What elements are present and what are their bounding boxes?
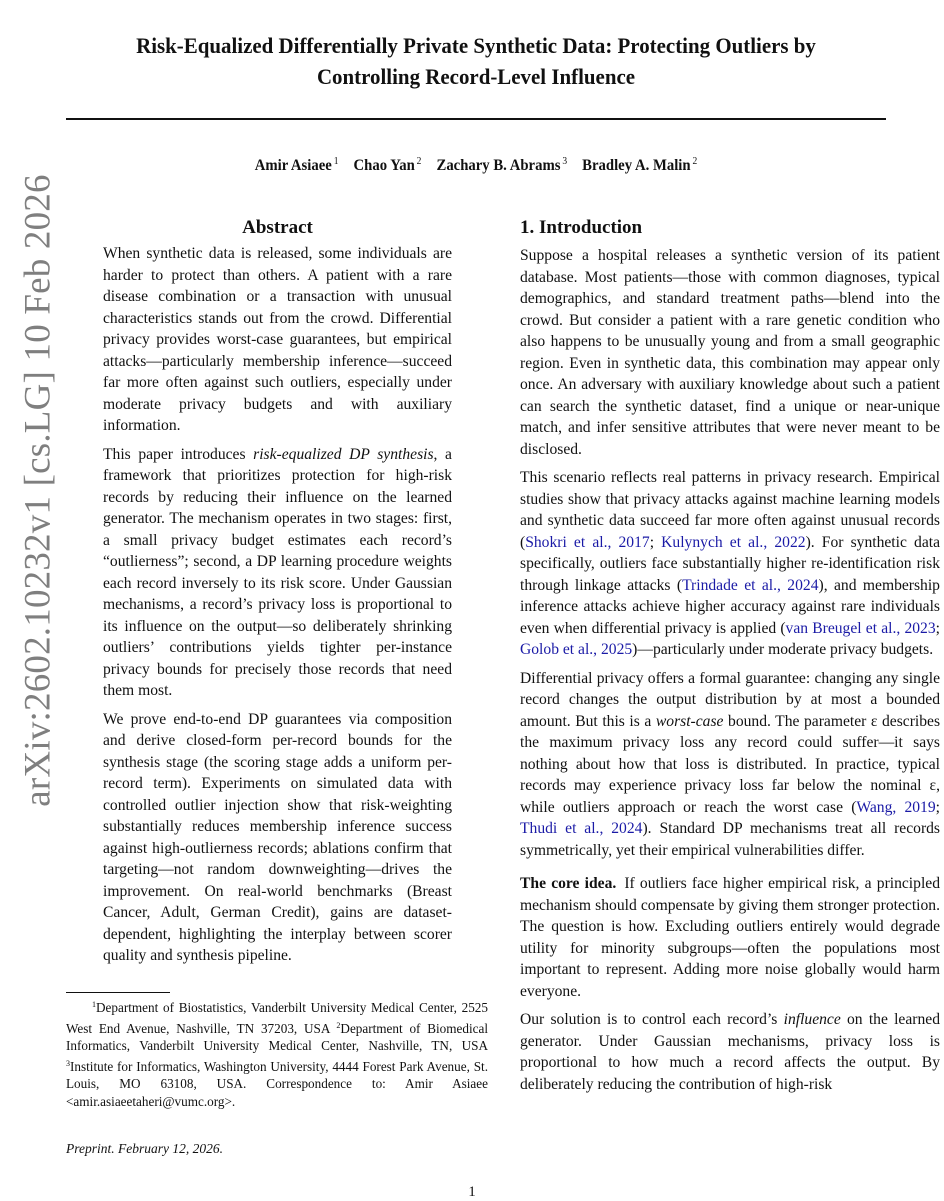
arxiv-identifier-stamp (8, 173, 68, 807)
affiliations-footnote: $^1$Department of Biostatistics, Vanderbilt University Medical Center, 2525 West End Avenue, Nashville, TN 37203, USA $^2$Department of Biomedical Informatics, Vanderbilt University Medical Center, Nashville, TN, USA $^3$Institute for Informatics, Washington University, 4444 Forest Park Avenue, St. Louis, MO 63108, USA. Correspondence to: Amir Asiaee <amir.asiaeetaheri@vumc.org>. (66, 1000, 488, 1109)
paper-title-block (66, 30, 886, 92)
abstract-paragraph-1: When synthetic data is released, some individuals are harder to protect than others. A patient with a rare disease combination or a transaction with unusual characteristics stands out from the crowd. Differential privacy provides worst-case guarantees, but empirical attacks—particularly membership inference—succeed far more often against such outliers, especially under moderate privacy budgets and with auxiliary information. (103, 245, 452, 434)
author: Amir Asiaee $^1$ (254, 156, 339, 174)
author: Chao Yan $^2$ (353, 156, 422, 174)
title-rule (66, 118, 886, 120)
left-column (103, 216, 452, 974)
affiliation-marker: 3 (562, 156, 568, 167)
author: Zachary B. Abrams $^3$ (436, 156, 568, 174)
abstract-heading: Abstract (242, 217, 313, 238)
citation-link[interactable]: van Breugel et al., 2023 (785, 619, 936, 637)
citation-link[interactable]: Shokri et al., 2017 (525, 533, 650, 551)
emphasis-term: worst-case (655, 712, 724, 730)
emphasis-term: risk-equalized DP synthesis (253, 445, 434, 463)
citation-link[interactable]: Trindade et al., 2024 (682, 576, 819, 594)
abstract-paragraph-2: This paper introduces risk-equalized DP synthesis, a framework that prioritizes protection for high-risk records by reducing their influence on the learned generator. The mechanism operates in two stages: first, a small privacy budget estimates each record’s “outlierness”; second, a DP learning procedure weights each record inversely to its risk score. Under Gaussian mechanisms, a record’s privacy loss is proportional to its influence on the output—so deliberately shrinking outliers’ contributions yields tighter per-instance privacy bounds for precisely those records that need them most. (103, 445, 452, 699)
citation-link[interactable]: Golob et al., 2025 (520, 641, 633, 658)
intro-paragraph-2: This scenario reflects real patterns in privacy research. Empirical studies show that privacy attacks against machine learning models and synthetic data succeed far more often against unusual records (Shokri et al., 2017; Kulynych et al., 2022). For synthetic data specifically, outliers face substantially higher re-identification risk through linkage attacks (Trindade et al., 2024), and membership inference attacks achieve higher accuracy against rare individuals even when differential privacy is applied (van Breugel et al., 2023; Golob et al., 2025)—particularly under moderate privacy budgets. (520, 469, 940, 658)
affiliation-marker: 1 (333, 156, 339, 167)
citation-link[interactable]: Kulynych et al., 2022 (661, 533, 806, 551)
intro-paragraph-5: Our solution is to control each record’s influence on the learned generator. Under Gaussian mechanisms, privacy loss is proportional to how much a record affects the output. By deliberately reducing the contribution of high-risk (520, 1011, 940, 1093)
page-number: 1 (468, 1184, 476, 1200)
author: Bradley A. Malin $^2$ (582, 156, 698, 174)
affiliation-marker: 2 (692, 156, 698, 167)
citation-link[interactable]: Thudi et al., 2024 (520, 820, 643, 837)
author-list (87, 156, 866, 175)
section-heading-introduction: 1. Introduction (520, 217, 643, 238)
abstract-paragraph-3: We prove end-to-end DP guarantees via composition and derive closed-form per-record bounds for the synthesis stage (the scoring stage adds a uniform per-record term). Experiments on simulated data with controlled outlier injection show that risk-weighting substantially reduces membership inference success against high-outlierness records; ablations confirm that targeting—not random downweighting—drives the improvement. On real-world benchmarks (Breast Cancer, Adult, German Credit), gains are dataset-dependent, highlighting the interplay between scorer quality and synthesis pipeline. (103, 710, 452, 964)
run-in-heading: The core idea. (520, 875, 617, 892)
arxiv-identifier-text: arXiv:2602.10232v1 [cs.LG] 10 Feb 2026 (17, 173, 59, 807)
paper-title (95, 30, 858, 92)
intro-paragraph-core-idea: The core idea. If outliers face higher empirical risk, a principled mechanism should compensate by giving them stronger protection. The question is how. Excluding outliers entirely would degrade utility for minority subgroups—often the populations most important to represent. Adding more noise globally would harm everyone. (520, 875, 940, 1000)
preprint-notice: Preprint. February 12, 2026. (66, 1141, 223, 1156)
title-line-1: Risk-Equalized Differentially Private Synthetic Data: Protecting Outliers by (136, 33, 816, 58)
right-column (520, 216, 940, 1102)
title-line-2: Controlling Record-Level Influence (316, 64, 636, 89)
affiliation-marker: 2 (416, 156, 422, 167)
intro-paragraph-1: Suppose a hospital releases a synthetic version of its patient database. Most patients—those with common diagnoses, typical demographics, and standard treatment paths—blend into the crowd. But consider a patient with a rare genetic condition who also happens to be unusually young and from a small geographic region. Even in synthetic data, this combination may appear only once. An adversary with auxiliary knowledge about such a patient can search the synthetic dataset, find a unique or near-unique match, and infer sensitive attributes that were never meant to be disclosed. (520, 247, 940, 458)
citation-link[interactable]: Wang, 2019 (856, 798, 936, 816)
intro-paragraph-3: Differential privacy offers a formal guarantee: changing any single record changes the output distribution by at most a bounded amount. But this is a worst-case bound. The parameter ε describes the maximum privacy loss any record could suffer—it says nothing about how that loss is distributed. In practice, typical records may experience privacy loss far below the nominal ε, while outliers approach or reach the worst case (Wang, 2019; Thudi et al., 2024). Standard DP mechanisms treat all records symmetrically, yet their empirical vulnerabilities differ. (520, 669, 941, 859)
footnote-rule (66, 992, 170, 993)
emphasis-term: influence (783, 1011, 841, 1028)
